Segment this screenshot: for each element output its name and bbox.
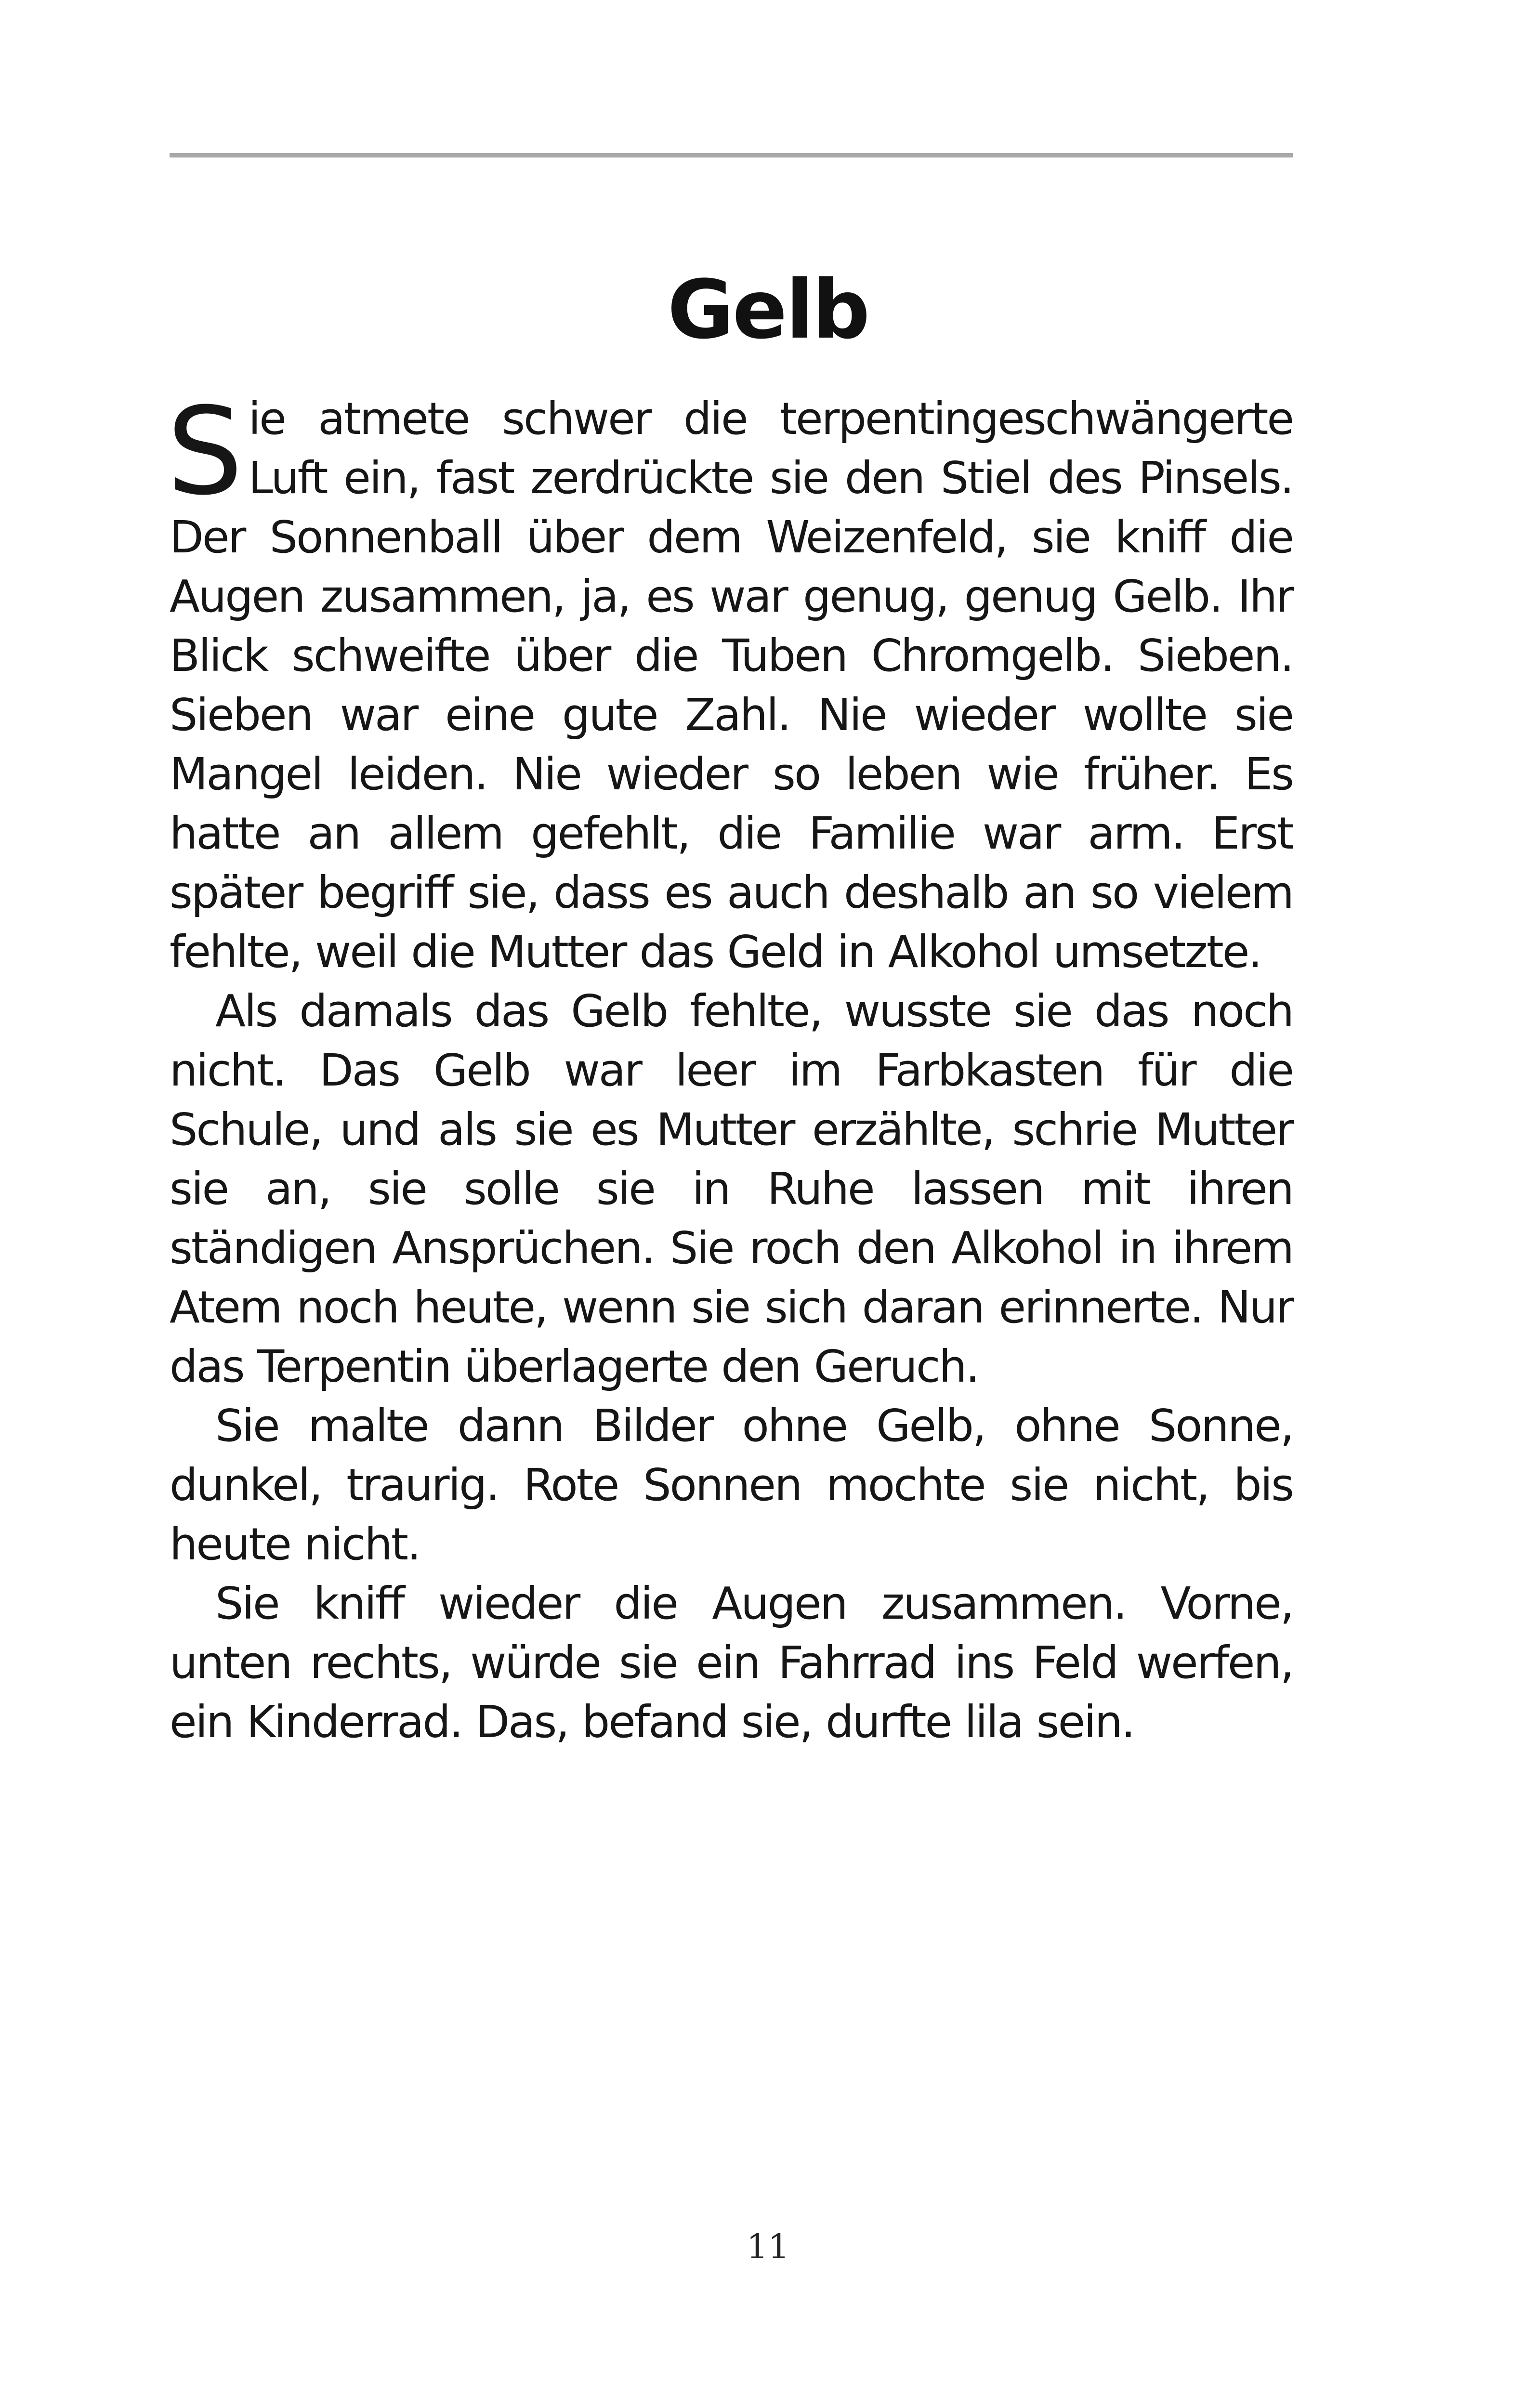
page-number: 11 [746, 2227, 790, 2266]
paragraph-1-text: ie atmete schwer die terpentingeschwängerte Luft ein, fast zerdrückte sie den Stiel des Pinsels. Der Sonnenball über dem Weizenfeld, sie kniff die Augen zusammen, ja, es war genug, genug Gelb. Ihr Blick schweifte über die Tuben Chromgelb. Sieben. Sieben war eine gute Zahl. Nie wieder wollte sie Mangel leiden. Nie wieder so leben wie früher. Es hatte an allem gefehlt, die Familie war arm. Erst später begriff sie, dass es auch deshalb an so vielem fehlte, weil die Mutter das Geld in Alkohol umsetzte. [170, 393, 1293, 978]
paragraph-4: Sie kniff wieder die Augen zusammen. Vorne, unten rechts, würde sie ein Fahrrad ins Feld werfen, ein Kinderrad. Das, befand sie, durfte lila sein. [170, 1578, 1293, 1748]
drop-cap: S [167, 381, 242, 522]
paragraph-3: Sie malte dann Bilder ohne Gelb, ohne Sonne, dunkel, traurig. Rote Sonnen mochte sie nicht, bis heute nicht. [170, 1400, 1293, 1570]
paragraph-2: Als damals das Gelb fehlte, wusste sie das noch nicht. Das Gelb war leer im Farbkasten für die Schule, und als sie es Mutter erzählte, schrie Mutter sie an, sie solle sie in Ruhe lassen mit ihren ständigen Ansprüchen. Sie roch den Alkohol in ihrem Atem noch heute, wenn sie sich daran erinnerte. Nur das Terpentin überlagerte den Geruch. [170, 985, 1293, 1392]
chapter-title: Gelb [667, 262, 869, 357]
paragraph-1 [167, 381, 1293, 982]
header-rule [170, 153, 1293, 157]
chapter-body [167, 381, 1293, 1752]
